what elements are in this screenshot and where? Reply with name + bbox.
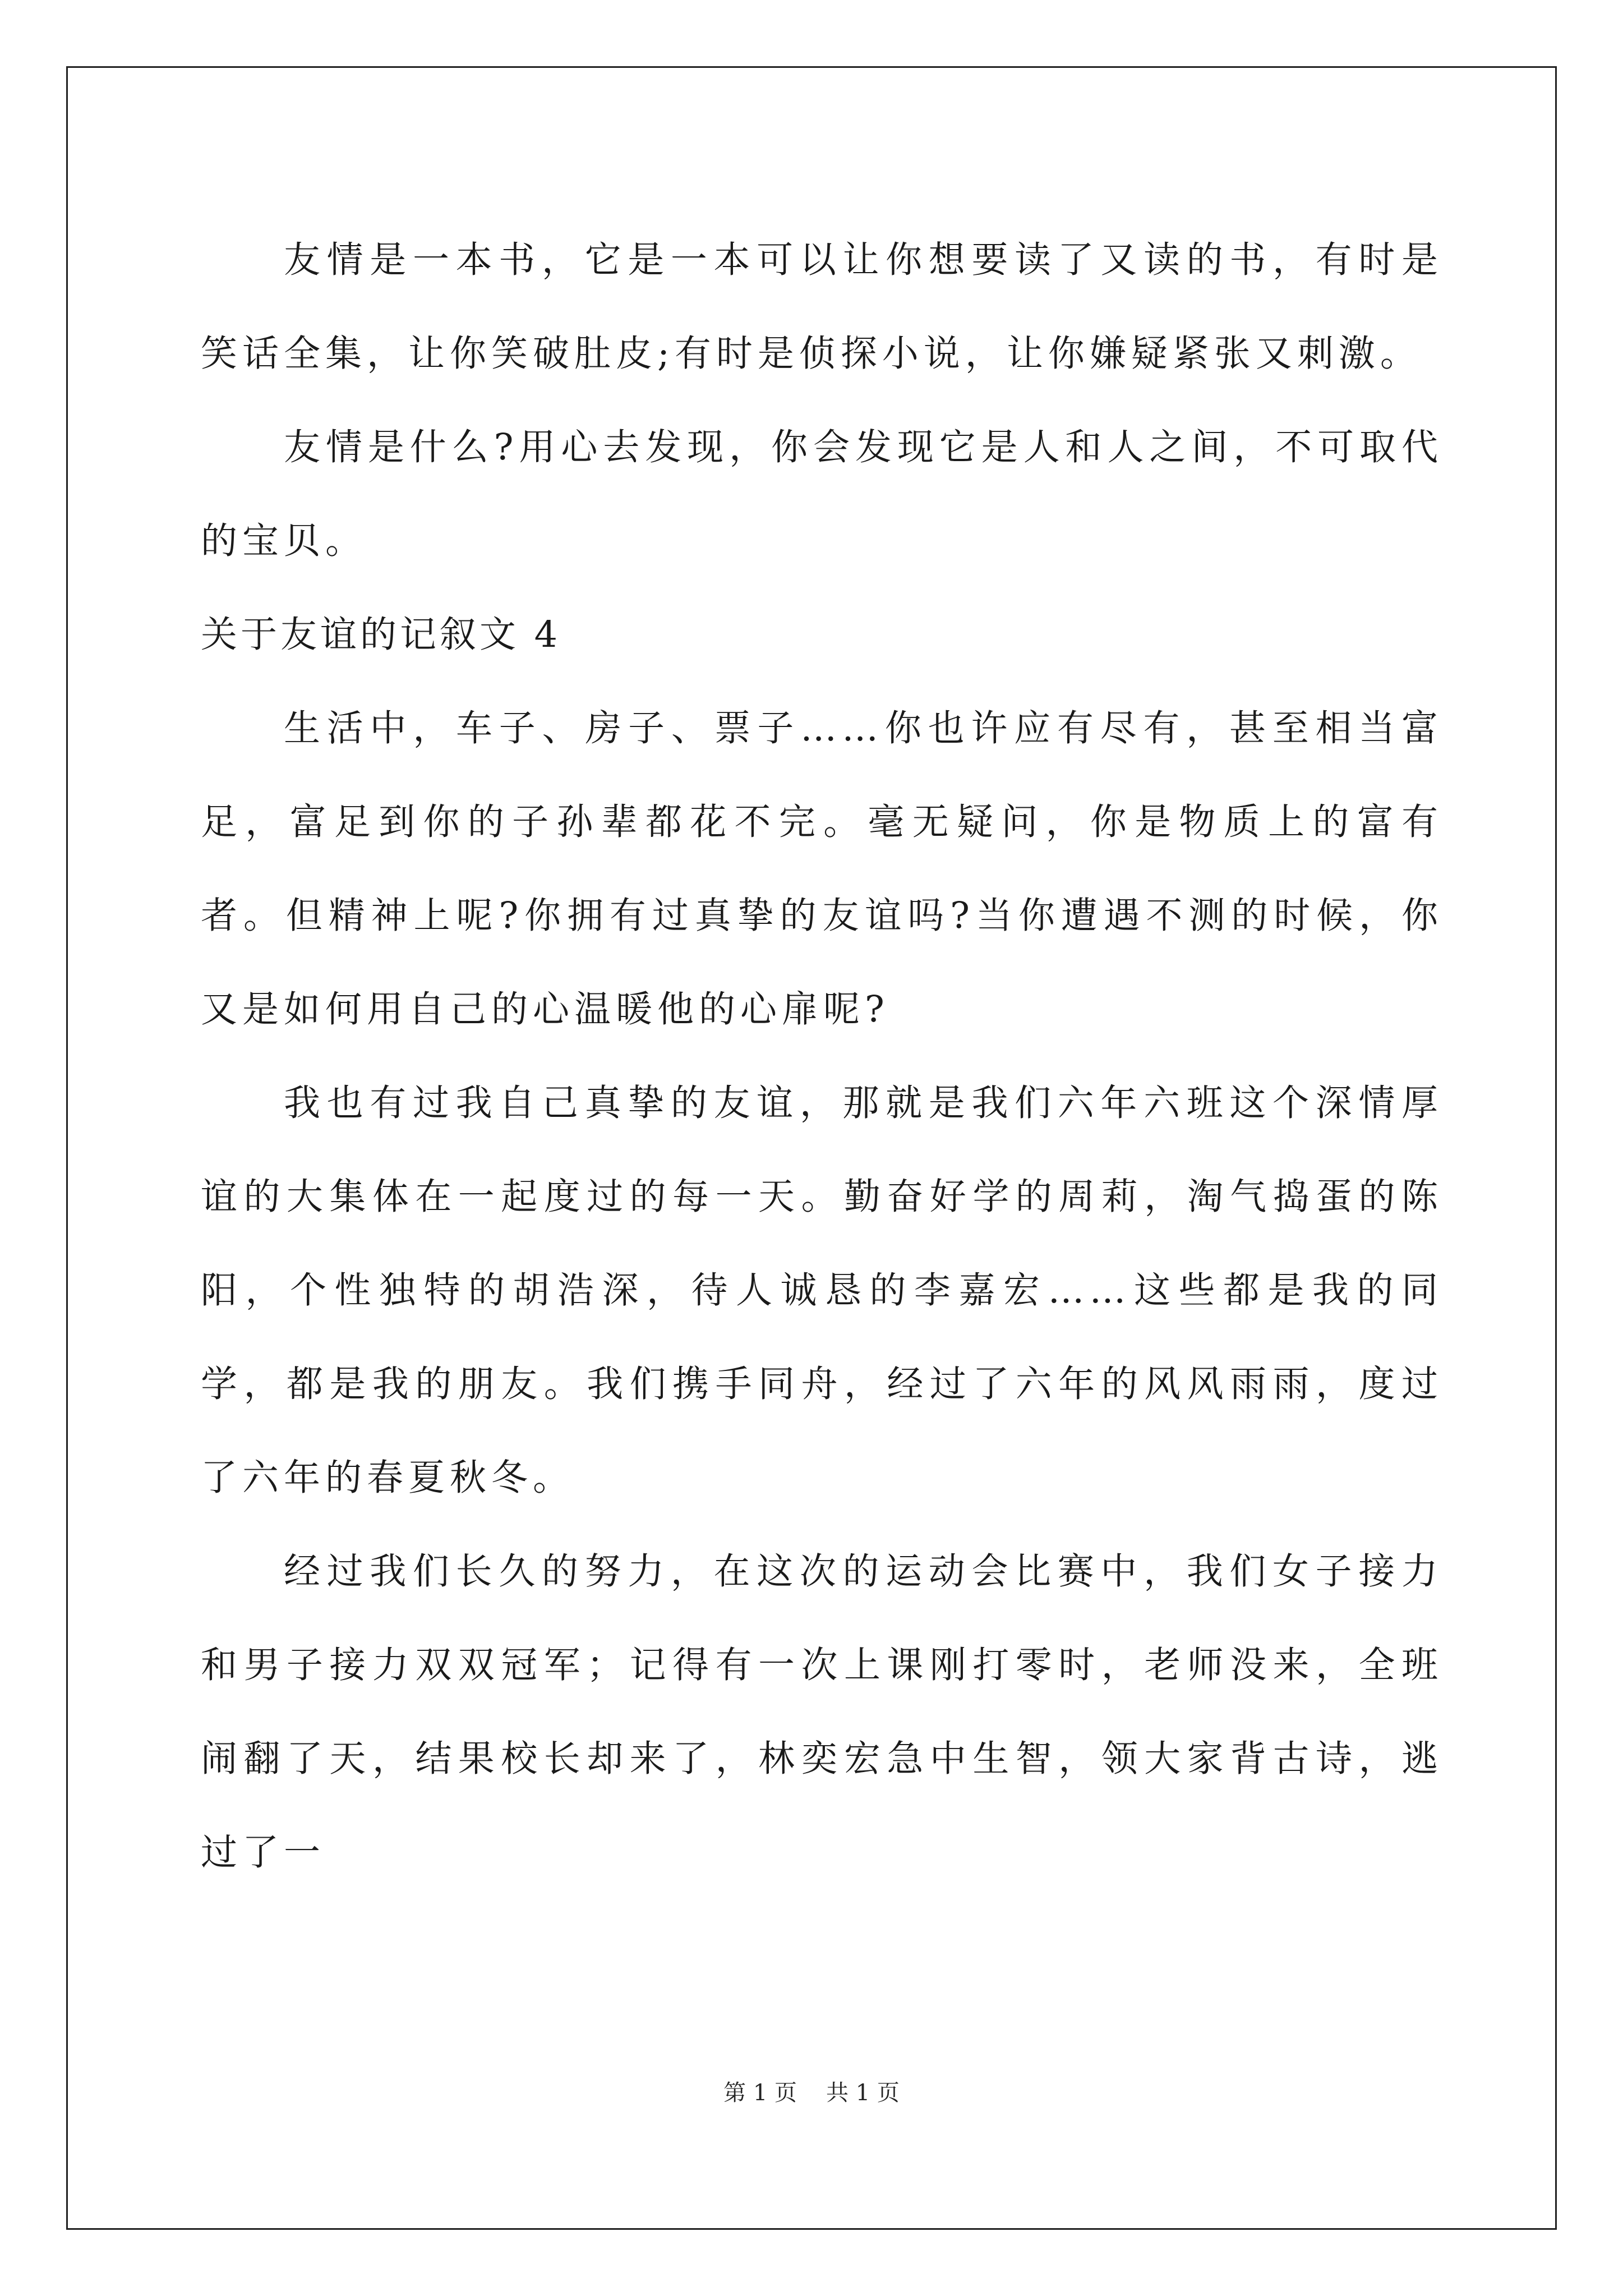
paragraph-3: 生活中，车子、房子、票子……你也许应有尽有，甚至相当富足，富足到你的子孙辈都花不完。毫无疑问，你是物质上的富有者。但精神上呢?你拥有过真挚的友谊吗?当你遭遇不测的时候，你又是如何用自己的心温暖他的心扉呢? (201, 707, 1443, 1030)
page-footer (0, 2079, 1623, 2107)
paragraph-1: 友情是一本书，它是一本可以让你想要读了又读的书，有时是笑话全集，让你笑破肚皮;有时是侦探小说，让你嫌疑紧张又刺激。 (201, 239, 1443, 375)
section-heading: 关于友谊的记叙文 4 (201, 614, 561, 656)
document-body (201, 213, 1443, 1899)
paragraph-5: 经过我们长久的努力，在这次的运动会比赛中，我们女子接力和男子接力双双冠军；记得有一次上课刚打零时，老师没来，全班闹翻了天，结果校长却来了，林奕宏急中生智，领大家背古诗，逃过了一 (201, 1550, 1443, 1874)
paragraph-2: 友情是什么?用心去发现，你会发现它是人和人之间，不可取代的宝贝。 (201, 426, 1443, 562)
page-number: 第 1 页 (723, 2080, 797, 2106)
page-total: 共 1 页 (826, 2080, 900, 2106)
paragraph-4: 我也有过我自己真挚的友谊，那就是我们六年六班这个深情厚谊的大集体在一起度过的每一天。勤奋好学的周莉，淘气捣蛋的陈阳，个性独特的胡浩深，待人诚恳的李嘉宏……这些都是我的同学，都是我的朋友。我们携手同舟，经过了六年的风风雨雨，度过了六年的春夏秋冬。 (201, 1082, 1443, 1499)
